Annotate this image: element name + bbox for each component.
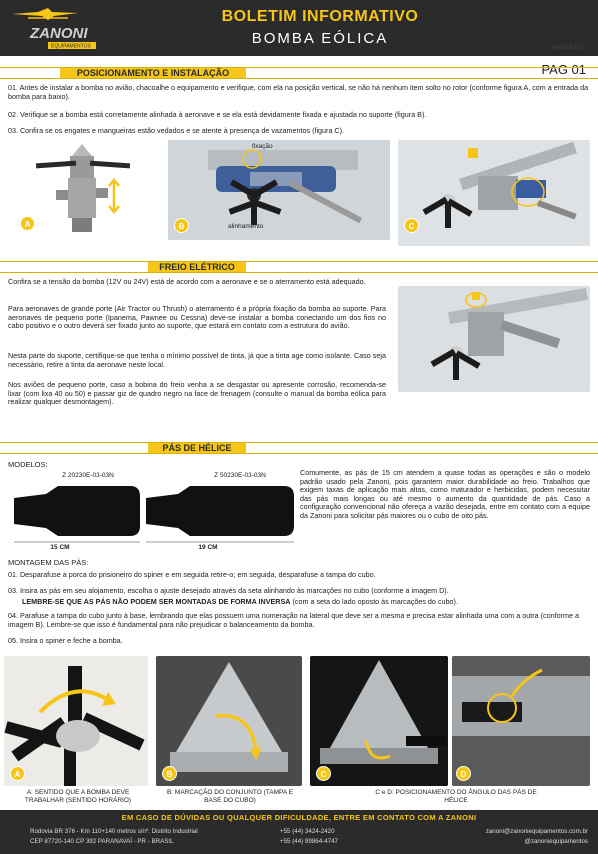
photo-a-rotation bbox=[4, 656, 148, 786]
bulletin-title: BOLETIM INFORMATIVO bbox=[221, 8, 419, 25]
model-1-length: 15 CM bbox=[50, 544, 70, 551]
assembly-step-1: 01. Desparafuse a porca do prisioneiro do spiner e em seguida retire-o; em seguida, desparafuse a tampa do cubo. bbox=[8, 570, 376, 579]
svg-text:EQUIPAMENTOS: EQUIPAMENTOS bbox=[51, 43, 91, 50]
section-title-brake: FREIO ELÉTRICO bbox=[148, 262, 246, 272]
model-1-code: Z 20230E-03-03N bbox=[62, 472, 114, 479]
assembly-step-4: 04. Parafuse a tampa do cubo junto à base, lembrando que elas possuem uma numeração na lateral que deve ser a mesma e precisa estar alinhada uma com a outra (conforme a imagem B). Lembre-se que isso é fundamental para não prejudicar o balanceamento da bomba. bbox=[8, 611, 579, 629]
revision-label: REVISÃO 01 bbox=[551, 45, 584, 51]
photo-c-tag: C bbox=[316, 766, 331, 781]
figure-c-tag: C bbox=[404, 218, 419, 233]
brake-paragraph-3: Nesta parte do suporte, certifique-se que tenha o mínimo possível de tinta, já que a tinta age como isolante. Caso seja necessário, retire a tinta da aeronave neste local. bbox=[8, 351, 386, 369]
bulletin-subtitle: BOMBA EÓLICA bbox=[251, 30, 389, 47]
assembly-warning-rest: (com a seta do lado oposto às marcações do cubo). bbox=[290, 597, 458, 606]
figure-b-label-alignment: alinhamento bbox=[228, 223, 264, 230]
photo-b-tag: B bbox=[162, 766, 177, 781]
caption-b: B: MARCAÇÃO DO CONJUNTO (TAMPA E BASE DO CUBO) bbox=[166, 789, 294, 804]
section-title-blades: PÁS DE HÉLICE bbox=[148, 443, 246, 453]
figure-c-hose-connections bbox=[398, 140, 590, 246]
photo-d-tag: D bbox=[456, 766, 471, 781]
caption-a: A: SENTIDO QUE A BOMBA DEVE TRABALHAR (SENTIDO HORÁRIO) bbox=[24, 789, 132, 804]
assembly-step-3: 03. Insira as pás em seu alojamento, escolha o ajuste desejado através da seta alinhando às marcações no cubo (conforme a imagem D). bbox=[8, 586, 449, 595]
footer-title: EM CASO DE DÚVIDAS OU QUALQUER DIFICULDADE, ENTRE EM CONTATO COM A ZANONI bbox=[121, 813, 477, 822]
model-2-length: 19 CM bbox=[198, 544, 218, 551]
footer-phone-1: +55 (44) 3424-2420 bbox=[280, 828, 335, 835]
footer-phone-2: +55 (44) 99864-4747 bbox=[280, 838, 338, 845]
assembly-warning-bold: LEMBRE-SE QUE AS PÁS NÃO PODEM SER MONTADAS DE FORMA INVERSA bbox=[22, 597, 291, 606]
zanoni-logo bbox=[8, 4, 104, 52]
install-step-1: 01. Antes de instalar a bomba no avião, chacoalhe o equipamento e verifique, com ela na posição vertical, se não há nenhum item solto no rotor (conforme figura A, com a entrada da bomba para baixo). bbox=[8, 83, 589, 101]
brake-paragraph-4: Nos aviões de pequeno porte, caso a bobina do freio venha a se desgastar ou apresente corrosão, recomenda-se lixar (com lixa 40 ou 50) e passar giz de quadro negro na face de frenagem (consulte o manual da bomba eólica para realizar qualquer desmontagem). bbox=[8, 380, 386, 407]
svg-text:ZANONI: ZANONI bbox=[30, 25, 88, 42]
section-divider bbox=[0, 442, 598, 454]
photo-a-tag: A bbox=[10, 766, 25, 781]
blade-models-drawing bbox=[6, 480, 296, 552]
brake-paragraph-1: Confira se a tensão da bomba (12V ou 24V) está de acordo com a aeronave e se o aterramento está adequado. bbox=[8, 277, 366, 286]
model-2-code: Z 50230E-03-03N bbox=[214, 472, 266, 479]
assembly-step-3-warning bbox=[22, 598, 590, 607]
figure-brake-grounding bbox=[398, 286, 590, 392]
brake-paragraph-2: Para aeronaves de grande porte (Air Tractor ou Thrush) o aterramento é a própria fixação da bomba ao suporte. Para aeronaves de pequeno porte (Ipanema, Pawnee ou Cessna) deve-se instalar a bomba conectando um dos fios no cabo positivo e o outro deverá ser fixado junto ao suporte, que estará em contato com a estrutura do avião. bbox=[8, 304, 386, 331]
install-step-2: 02. Verifique se a bomba está corretamente alinhada à aeronave e se ela está devidamente fixada e ajustada no suporte (figura B). bbox=[8, 110, 427, 119]
header bbox=[0, 0, 598, 56]
caption-c-d: C e D: POSICIONAMENTO DO ÂNGULO DAS PÁS DE HÉLICE bbox=[375, 789, 537, 804]
section-divider bbox=[0, 67, 598, 79]
figure-b-pump-mounting bbox=[168, 140, 390, 240]
assembly-label: MONTAGEM DAS PÁS: bbox=[8, 558, 89, 567]
footer-address-2: CEP 87720-140 CP 392 PARANAVAÍ - PR - BRASIL bbox=[30, 838, 174, 845]
install-step-3: 03. Confira se os engates e mangueiras estão vedados e se atente à presença de vazamentos (figura C). bbox=[8, 126, 345, 135]
photo-c-blade-angle bbox=[310, 656, 448, 786]
photo-b-hub-marking bbox=[156, 656, 302, 786]
blades-description: Comumente, as pás de 15 cm atendem a quase todas as operações e são o modelo padrão usado pela Zanoni, pois garantem maior durabilidade ao freio. Trabalhos que exigem taxas de aplicação mais altas, como maturador e herbicidas, podem necessitar das pás mais longas ou até mesmo o aumento da quantidade de pás. Caso a configuração convencional não ofereça a vazão desejada, entre em contato com a equipe da Zanoni para solicitar pás maiores ou o cubo de oito pás. bbox=[300, 468, 590, 520]
figure-b-tag: B bbox=[174, 218, 189, 233]
footer-address-1: Rodovia BR 376 - Km 110+140 metros s/nº. Distrito Industrial bbox=[30, 828, 198, 835]
page-number: PAG 01 bbox=[541, 62, 586, 77]
footer-email[interactable]: zanoni@zanoniequipamentos.com.br bbox=[485, 828, 588, 835]
figure-a-tag: A bbox=[20, 216, 35, 231]
footer bbox=[0, 810, 598, 854]
section-title-installation: POSICIONAMENTO E INSTALAÇÃO bbox=[60, 68, 246, 78]
figure-b-label-fixation: fixação bbox=[252, 143, 273, 150]
assembly-step-5: 05. Insira o spiner e feche a bomba. bbox=[8, 636, 123, 645]
photo-d-blade-position bbox=[452, 656, 590, 786]
models-label: MODELOS: bbox=[8, 460, 48, 469]
footer-social[interactable]: @zanoniequipamentos bbox=[524, 838, 588, 845]
section-divider bbox=[0, 261, 598, 273]
